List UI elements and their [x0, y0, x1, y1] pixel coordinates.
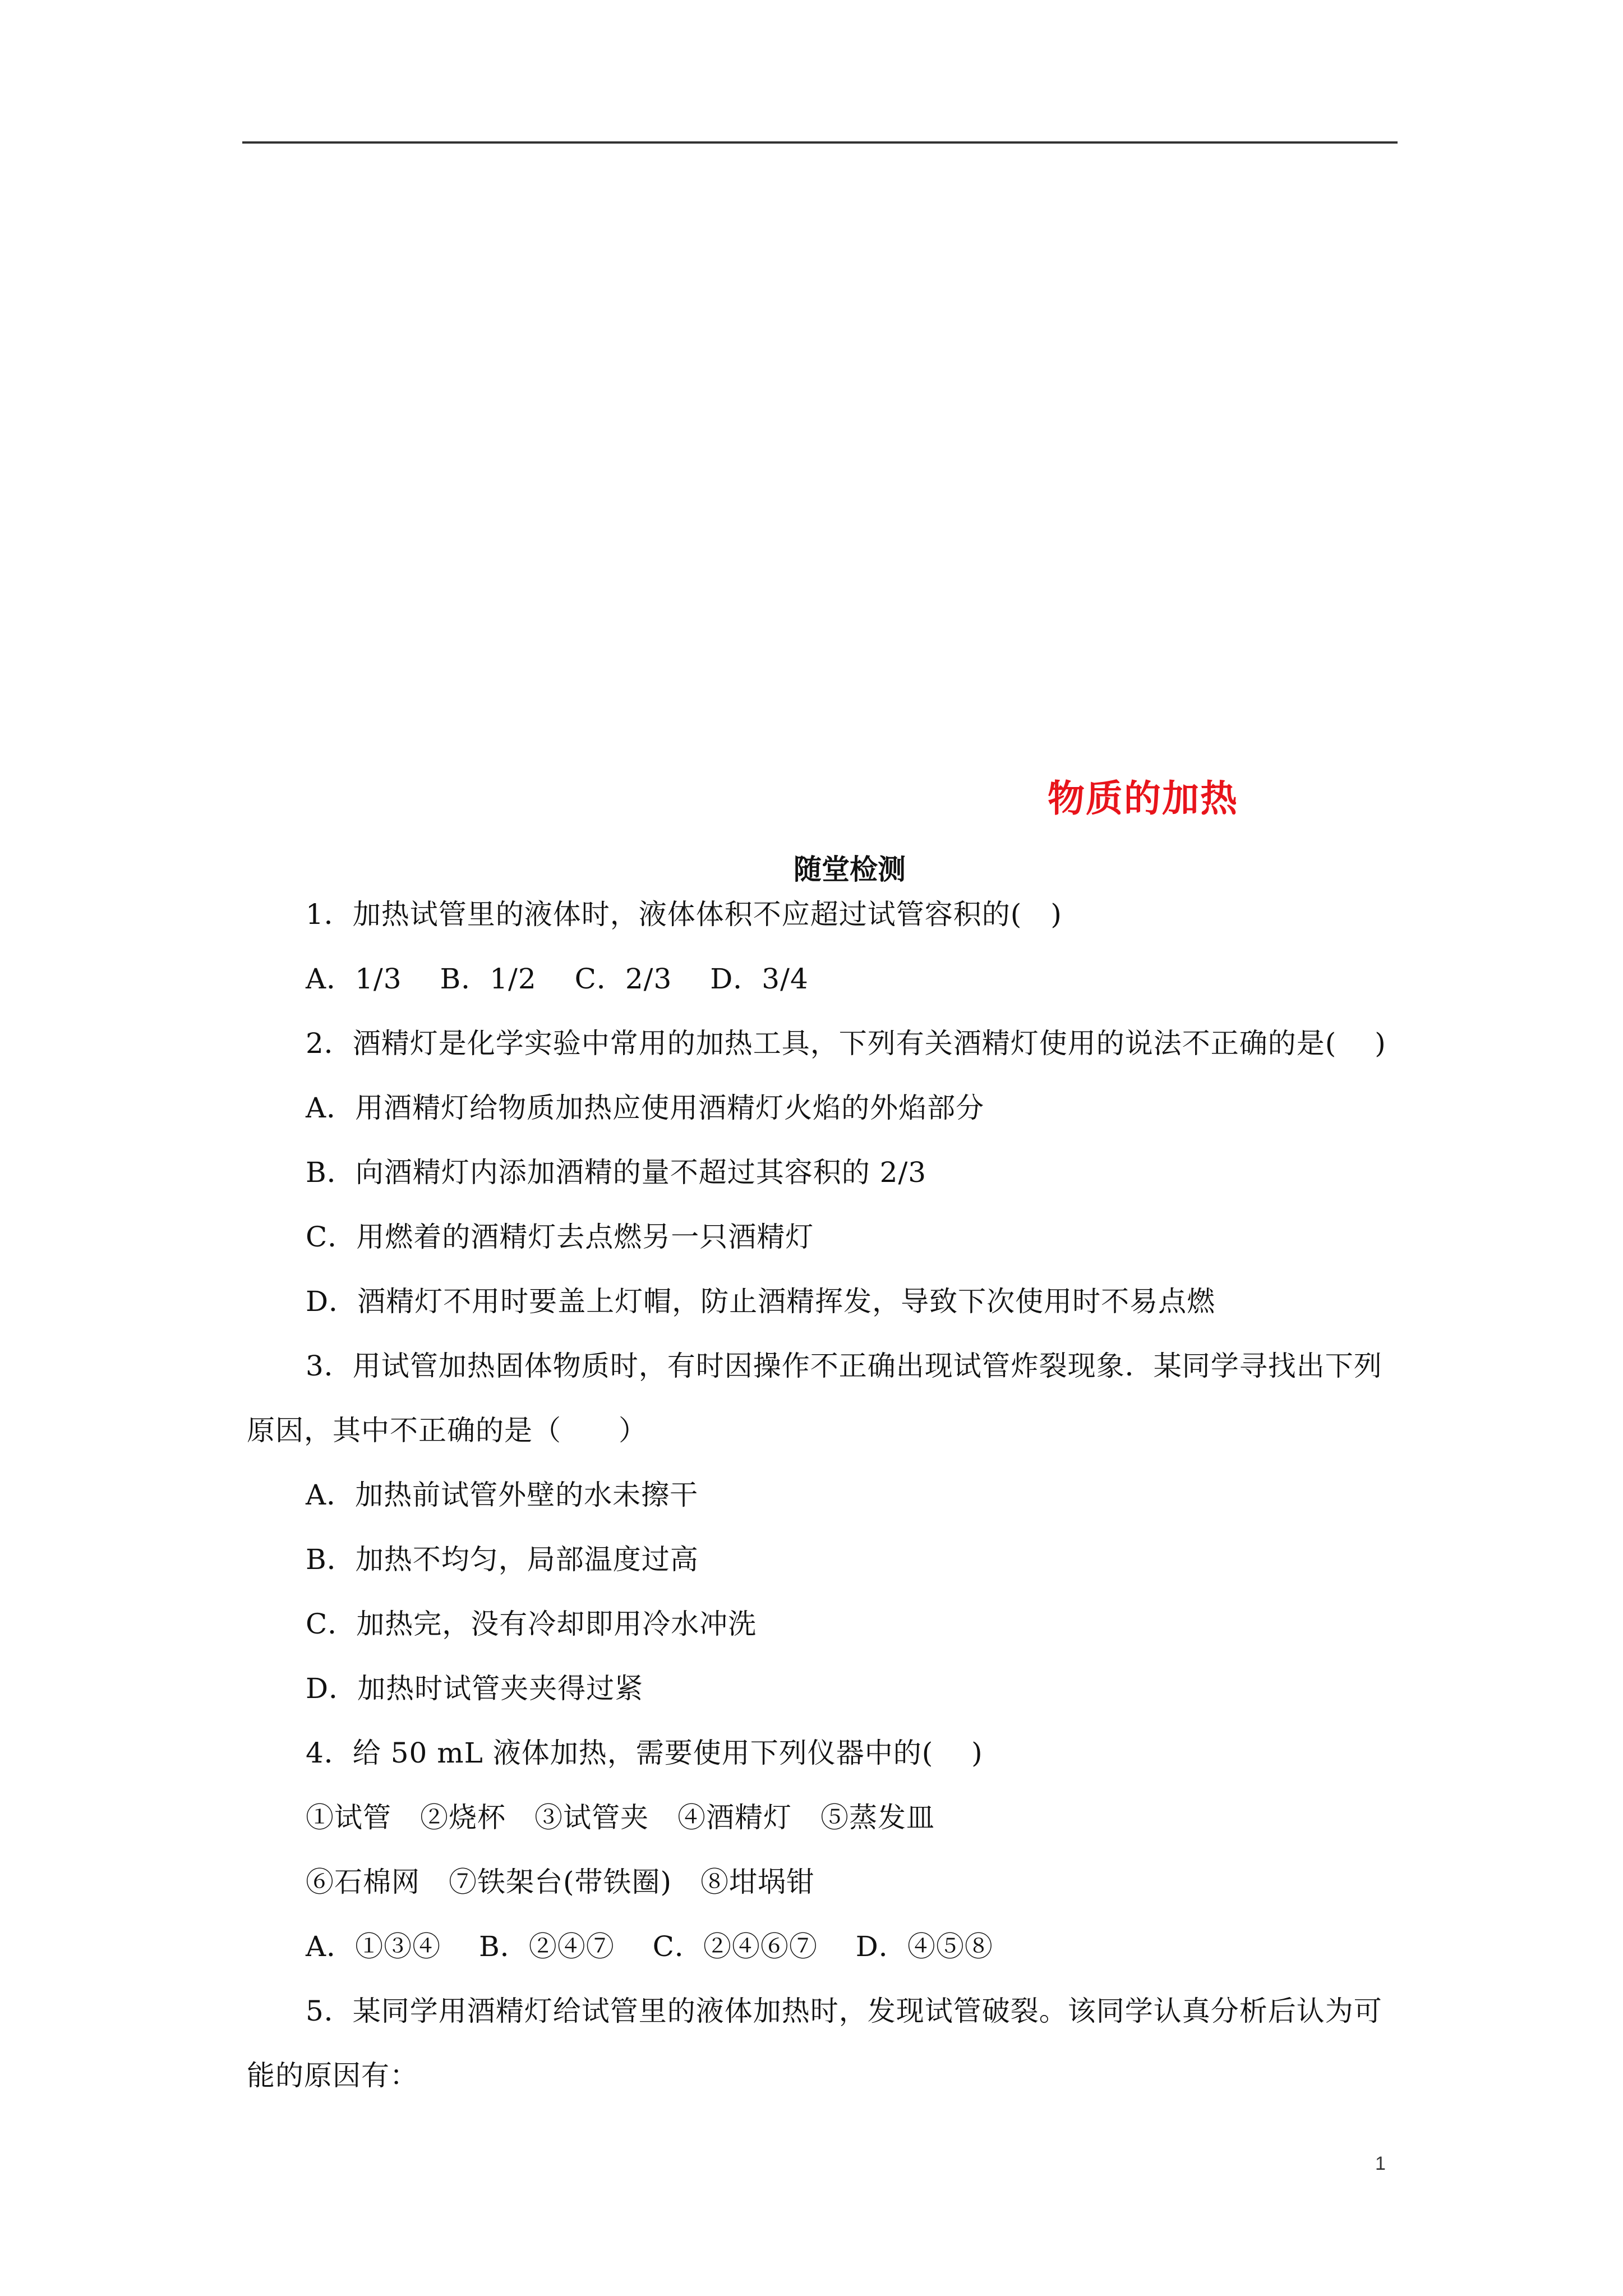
question-3-option-d: D．加热时试管夹夹得过紧: [306, 1672, 644, 1705]
section-heading: 随堂检测: [794, 853, 906, 886]
question-3-option-a: A．加热前试管外壁的水未擦干: [306, 1479, 699, 1511]
question-4-options: A．①③④ B．②④⑦ C．②④⑥⑦ D．④⑤⑧: [306, 1930, 993, 1963]
question-3: 3．用试管加热固体物质时，有时因操作不正确出现试管炸裂现象．某同学寻找出下列: [306, 1350, 1382, 1382]
question-2-option-d: D．酒精灯不用时要盖上灯帽，防止酒精挥发，导致下次使用时不易点燃: [306, 1285, 1216, 1318]
question-2: 2．酒精灯是化学实验中常用的加热工具，下列有关酒精灯使用的说法不正确的是( ): [306, 1027, 1386, 1060]
question-5: 5．某同学用酒精灯给试管里的液体加热时，发现试管破裂。该同学认真分析后认为可: [306, 1995, 1382, 2027]
header-rule: [242, 141, 1398, 144]
question-1: 1．加热试管里的液体时，液体体积不应超过试管容积的( ): [306, 898, 1062, 931]
question-4-items-2: ⑥石棉网 ⑦铁架台(带铁圈) ⑧坩埚钳: [306, 1866, 815, 1898]
question-2-option-c: C．用燃着的酒精灯去点燃另一只酒精灯: [306, 1221, 814, 1253]
question-3-option-c: C．加热完，没有冷却即用冷水冲洗: [306, 1608, 757, 1640]
question-1-options: A．1/3 B．1/2 C．2/3 D．3/4: [306, 963, 809, 995]
question-4-items-1: ①试管 ②烧杯 ③试管夹 ④酒精灯 ⑤蒸发皿: [306, 1801, 935, 1834]
page-title: 物质的加热: [1048, 776, 1238, 820]
question-3-continued: 原因，其中不正确的是（ ）: [247, 1414, 647, 1447]
question-2-option-b: B．向酒精灯内添加酒精的量不超过其容积的 2/3: [306, 1156, 927, 1189]
question-5-continued: 能的原因有：: [247, 2059, 418, 2092]
question-4: 4．给 50 mL 液体加热，需要使用下列仪器中的( ): [306, 1737, 983, 1769]
question-3-option-b: B．加热不均匀，局部温度过高: [306, 1543, 699, 1576]
page-number: 1: [1375, 2153, 1386, 2174]
question-2-option-a: A．用酒精灯给物质加热应使用酒精灯火焰的外焰部分: [306, 1092, 985, 1124]
